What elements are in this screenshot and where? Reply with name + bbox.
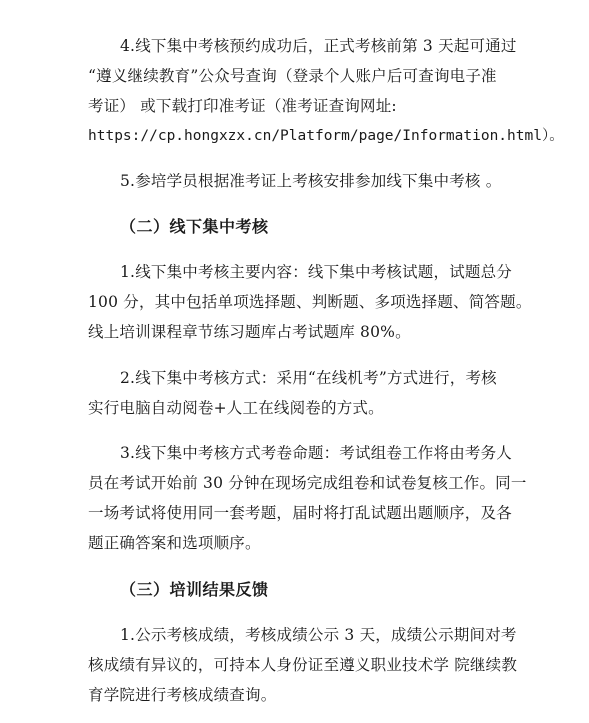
paragraph-line: 5.参培学员根据准考证上考核安排参加线下集中考核 。 [120, 172, 502, 190]
paragraph-line: 4.线下集中考核预约成功后，正式考核前第 3 天起可通过 [120, 37, 517, 55]
paragraph-line: 3.线下集中考核方式考卷命题：考试组卷工作将由考务人 [120, 444, 512, 462]
paragraph-line: 育学院进行考核成绩查询。 [88, 686, 277, 704]
paragraph-line: 2.线下集中考核方式：采用“在线机考”方式进行，考核 [120, 369, 497, 387]
paragraph-line: 1.公示考核成绩，考核成绩公示 3 天，成绩公示期间对考 [120, 626, 517, 644]
section-heading: （三）培训结果反馈 [120, 580, 269, 599]
paragraph-line: 实行电脑自动阅卷+人工在线阅卷的方式。 [88, 399, 384, 417]
paragraph-line: 1.线下集中考核主要内容：线下集中考核试题，试题总分 [120, 263, 512, 281]
paragraph-line: 100 分，其中包括单项选择题、判断题、多项选择题、简答题。 [88, 293, 532, 311]
paragraph-line: 考证） 或下载打印准考证（准考证查询网址: [88, 97, 397, 115]
paragraph-line: 员在考试开始前 30 分钟在现场完成组卷和试卷复核工作。同一 [88, 474, 527, 492]
paragraph-line: 线上培训课程章节练习题库占考试题库 80%。 [88, 323, 411, 341]
paragraph-line: 题正确答案和选项顺序。 [88, 534, 261, 552]
paragraph-line: 一场考试将使用同一套考题，届时将打乱试题出题顺序，及各 [88, 504, 512, 522]
paragraph-line: “遵义继续教育”公众号查询（登录个人账户后可查询电子准 [88, 67, 497, 85]
url-line: https://cp.hongxzx.cn/Platform/page/Information.html）。 [88, 128, 564, 144]
section-heading: （二）线下集中考核 [120, 217, 269, 236]
paragraph-line: 核成绩有异议的，可持本人身份证至遵义职业技术学 院继续教 [88, 656, 518, 674]
